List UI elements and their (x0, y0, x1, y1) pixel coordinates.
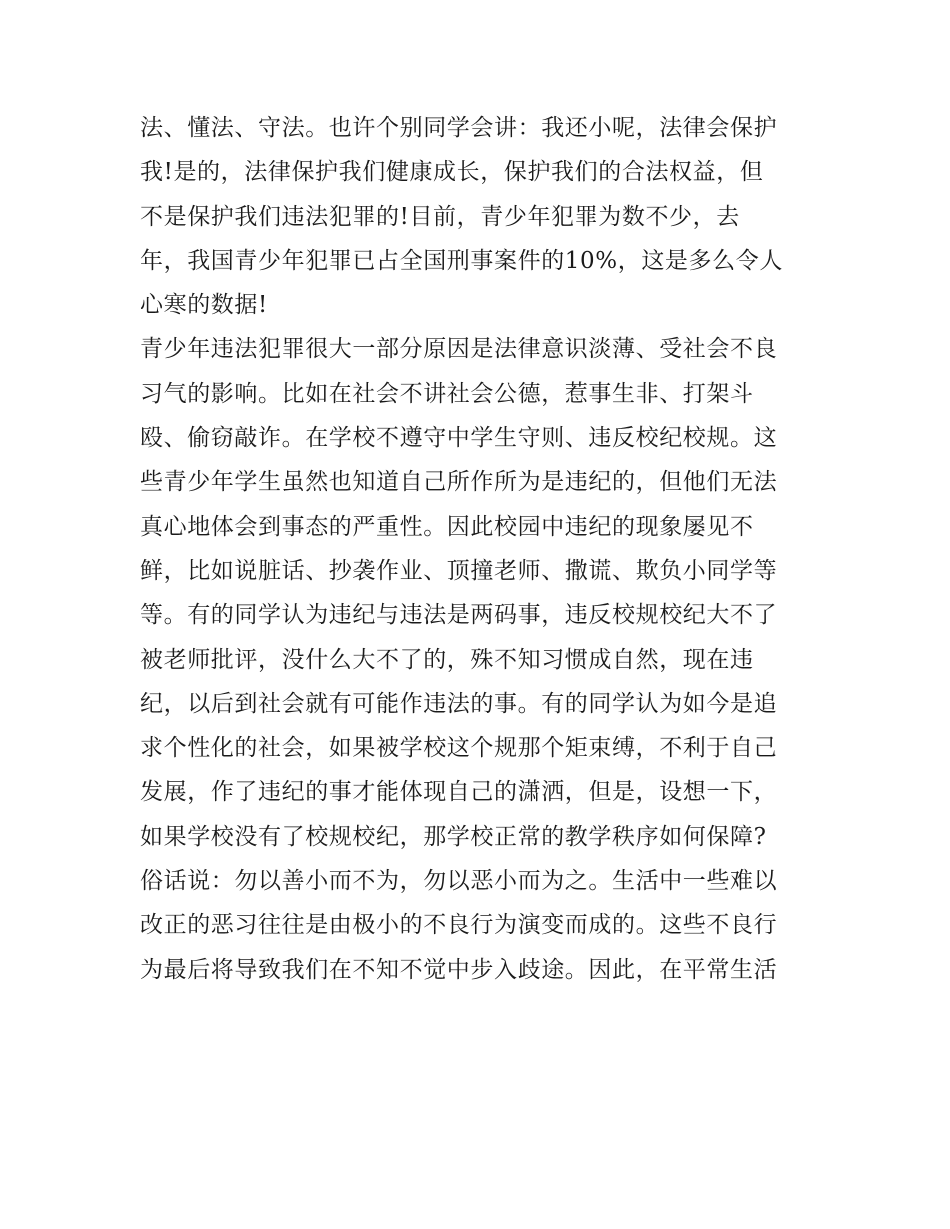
body-text (140, 106, 812, 992)
text-line: 不是保护我们违法犯罪的!目前，青少年犯罪为数不少，去 (140, 203, 740, 230)
text-line: 等。有的同学认为违纪与违法是两码事，违反校规校纪大不了 (140, 602, 778, 629)
text-line: 青少年违法犯罪很大一部分原因是法律意识淡薄、受社会不良 (140, 336, 778, 363)
text-line: 求个性化的社会，如果被学校这个规那个矩束缚，不利于自己 (140, 735, 778, 762)
text-line: 发展，作了违纪的事才能体现自己的潇洒，但是，设想一下， (140, 779, 778, 806)
text-line: 法、懂法、守法。也许个别同学会讲：我还小呢，法律会保护 (140, 115, 778, 141)
text-line: 俗话说：勿以善小而不为，勿以恶小而为之。生活中一些难以 (140, 868, 778, 895)
text-line: 我!是的，法律保护我们健康成长，保护我们的合法权益，但 (140, 159, 764, 186)
text-line: 被老师批评，没什么大不了的，殊不知习惯成自然，现在违 (140, 646, 754, 673)
text-line: 些青少年学生虽然也知道自己所作所为是违纪的，但他们无法 (140, 469, 778, 496)
text-line: 心寒的数据! (140, 292, 268, 319)
text-line: 鲜，比如说脏话、抄袭作业、顶撞老师、撒谎、欺负小同学等 (140, 557, 778, 584)
text-line: 殴、偷窃敲诈。在学校不遵守中学生守则、违反校纪校规。这 (140, 425, 778, 452)
text-line: 为最后将导致我们在不知不觉中步入歧途。因此，在平常生活 (140, 956, 778, 983)
text-line: 改正的恶习往往是由极小的不良行为演变而成的。这些不良行 (140, 912, 778, 939)
text-line: 年，我国青少年犯罪已占全国刑事案件的10%，这是多么令人 (140, 247, 783, 274)
text-line: 习气的影响。比如在社会不讲社会公德，惹事生非、打架斗 (140, 380, 754, 407)
text-line: 如果学校没有了校规校纪，那学校正常的教学秩序如何保障? (140, 823, 767, 850)
text-line: 纪，以后到社会就有可能作违法的事。有的同学认为如今是追 (140, 690, 778, 717)
text-line: 真心地体会到事态的严重性。因此校园中违纪的现象屡见不 (140, 513, 754, 540)
